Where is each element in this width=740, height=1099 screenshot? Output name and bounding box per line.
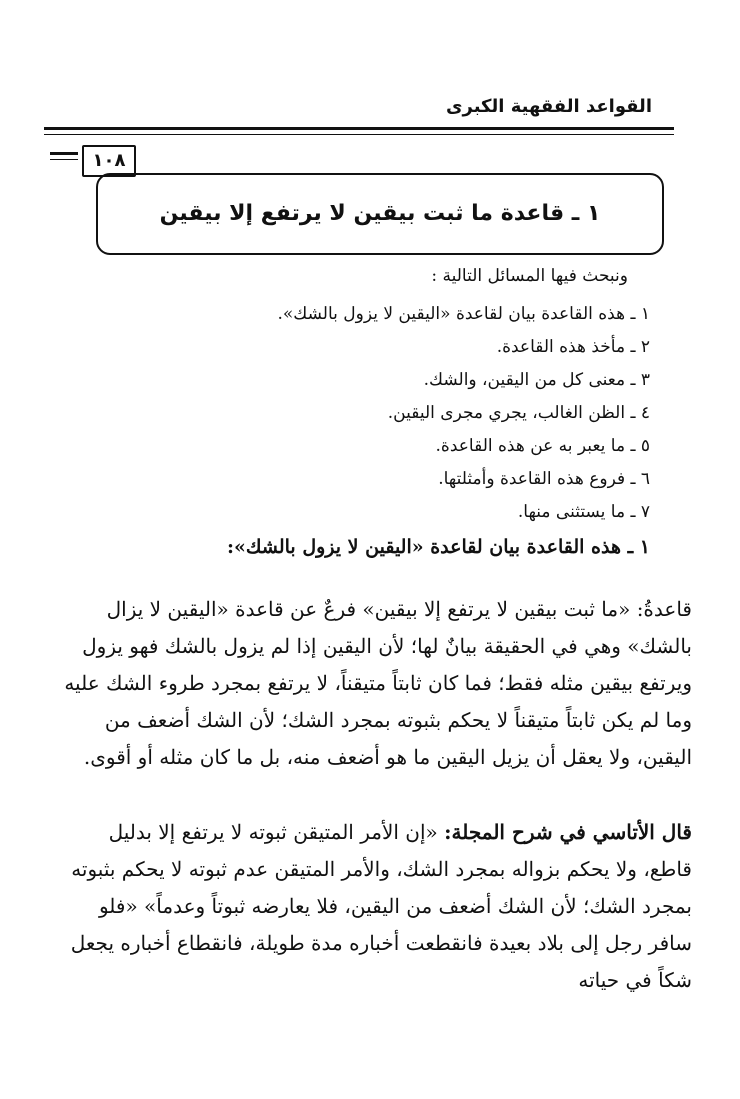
- chapter-title: ١ ـ قاعدة ما ثبت بيقين لا يرتفع إلا بيقين: [159, 201, 601, 226]
- page-number-rule-thin: [50, 159, 78, 160]
- page-number-rule-thick: [50, 152, 78, 155]
- paragraph-2-body: «إن الأمر المتيقن ثبوته لا يرتفع إلا بدليل قاطع، ولا يحكم بزواله بمجرد الشك، والأمر المتيقن عدم ثبوته لا يحكم بثبوته بمجرد الشك؛ لأن الشك أضعف من اليقين، فلا يعارضه ثبوتاً وعدماً» «فلو سافر رجل إلى بلاد بعيدة فانقطعت أخباره مدة طويلة، فانقطاع أخباره يجعل شكاً في حياته: [70, 820, 692, 992]
- header-rule-thin: [44, 134, 674, 135]
- list-item: ٢ ـ مأخذ هذه القاعدة.: [496, 337, 650, 357]
- list-item: ٣ ـ معنى كل من اليقين، والشك.: [423, 370, 650, 390]
- running-title: القواعد الفقهية الكبرى: [446, 96, 652, 117]
- header-rule-thick: [44, 127, 674, 130]
- list-item: ٧ ـ ما يستثنى منها.: [517, 502, 650, 522]
- list-item: ٤ ـ الظن الغالب، يجري مجرى اليقين.: [387, 403, 650, 423]
- paragraph-2-lead: قال الأتاسي في شرح المجلة:: [444, 820, 692, 844]
- chapter-title-box: [96, 173, 664, 255]
- intro-line: ونبحث فيها المسائل التالية :: [431, 266, 628, 286]
- topics-list: [90, 298, 650, 529]
- page-number: ١٠٨: [82, 145, 136, 177]
- section-heading: ١ ـ هذه القاعدة بيان لقاعدة «اليقين لا يزول بالشك»:: [226, 536, 650, 558]
- list-item: ٦ ـ فروع هذه القاعدة وأمثلتها.: [438, 469, 650, 489]
- list-item: ٥ ـ ما يعبر به عن هذه القاعدة.: [435, 436, 650, 456]
- paragraph-1: قاعدةُ: «ما ثبت بيقين لا يرتفع إلا بيقين» فرعٌ عن قاعدة «اليقين لا يزال بالشك» وهي في الحقيقة بيانٌ لها؛ لأن اليقين إذا لم يزول بالشك فهو يزول ويرتفع بيقين مثله فقط؛ فما كان ثابتاً متيقناً، لا يرتفع بمجرد طروء الشك عليه وما لم يكن ثابتاً متيقناً لا يحكم بثبوته بمجرد الشك؛ لأن الشك أضعف من اليقين، ولا يعقل أن يزيل اليقين ما هو أضعف منه، بل ما كان مثله أو أقوى.: [64, 597, 692, 769]
- list-item: ١ ـ هذه القاعدة بيان لقاعدة «اليقين لا يزول بالشك».: [277, 304, 650, 324]
- paragraph-2: [62, 814, 692, 999]
